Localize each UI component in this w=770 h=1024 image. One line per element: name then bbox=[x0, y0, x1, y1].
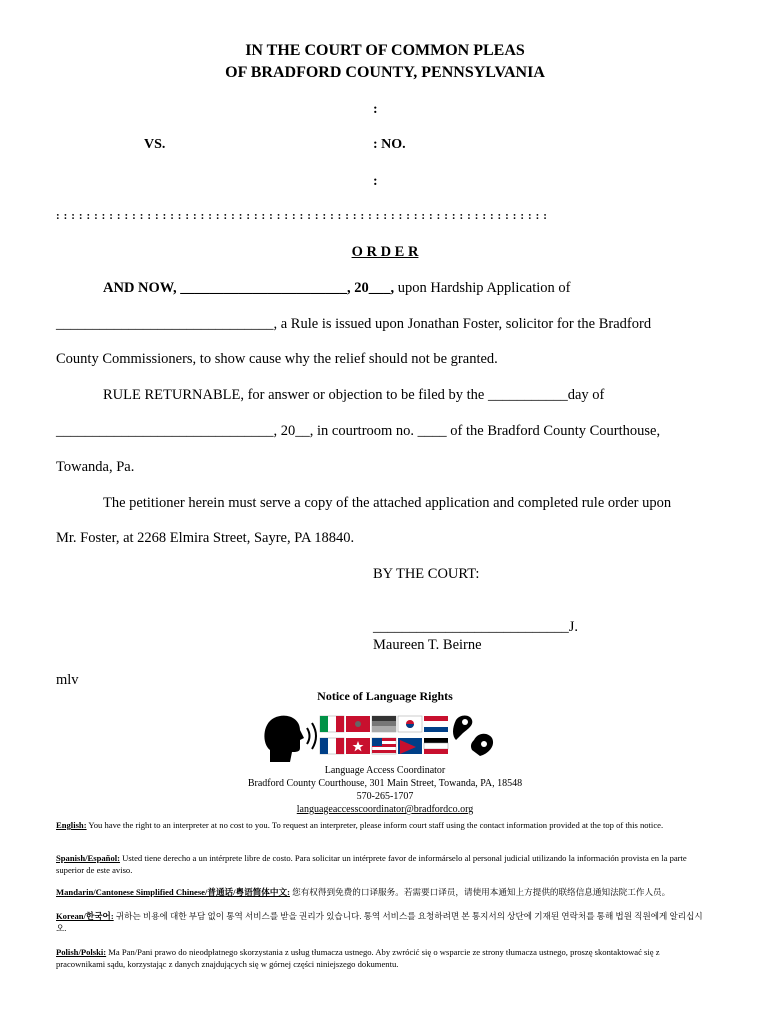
court-title-line1: IN THE COURT OF COMMON PLEAS bbox=[245, 42, 525, 59]
caption-colon-top: : bbox=[373, 102, 378, 117]
notice-korean bbox=[56, 910, 706, 934]
order-para-7: The petitioner herein must serve a copy of the attached application and completed rule order upon bbox=[103, 495, 672, 511]
polish-text: Ma Pan/Pani prawo do nieodpłatnego skorzystania z usług tłumacza ustnego. Aby zwrócić się o wsparcie ze strony tłumacza ustnego, proszę skontaktować się z pracownikami sądu, korzystając z danych znajdujących się w górnej części niniejszego dokumentu. bbox=[56, 947, 660, 969]
speaking-head-icon bbox=[264, 716, 316, 762]
mandarin-label: Mandarin/Cantonese Simplified Chinese/普通话/粤语简体中文: bbox=[56, 887, 290, 897]
notice-mandarin bbox=[56, 886, 706, 898]
order-para-4: RULE RETURNABLE, for answer or objection to be filed by the ___________day of bbox=[103, 387, 605, 403]
notice-title: Notice of Language Rights bbox=[317, 689, 453, 703]
court-title-line2: OF BRADFORD COUNTY, PENNSYLVANIA bbox=[225, 64, 545, 81]
english-label: English: bbox=[56, 820, 87, 830]
caption-separator: : : : : : : : : : : : : : : : : : : : : : : : : : : : : : : : : : : : : : : : : : : : : : : : : : : : : : : : : : : : : : : : : : bbox=[56, 210, 548, 222]
spanish-label: Spanish/Español: bbox=[56, 853, 121, 863]
korean-text: 귀하는 비용에 대한 부담 없이 통역 서비스를 받을 권리가 있습니다. 통역 서비스를 요청하려면 본 통지서의 상단에 기재된 연락처를 통해 법원 직원에게 알리십시오. bbox=[56, 911, 703, 933]
coordinator-email[interactable]: languageaccesscoordinator@bradfordco.org bbox=[296, 804, 474, 815]
order-title: O R D E R bbox=[351, 244, 419, 260]
clerk-initials: mlv bbox=[56, 672, 79, 688]
notice-spanish bbox=[56, 852, 706, 876]
hardship-clause: upon Hardship Application of bbox=[394, 280, 571, 296]
by-the-court: BY THE COURT: bbox=[373, 566, 480, 582]
mandarin-text: 您有权得到免费的口译服务。若需要口译员，请使用本通知上方提供的联络信息通知法院工作人员。 bbox=[289, 887, 671, 897]
flags-row-2-icon bbox=[320, 738, 448, 754]
signature-line: ___________________________J. bbox=[373, 619, 579, 635]
caption-vs: VS. bbox=[144, 137, 166, 152]
coordinator-phone: 570-265-1707 bbox=[356, 791, 414, 802]
and-now-clause: AND NOW, _______________________, 20___, bbox=[103, 280, 395, 296]
flags-row-1-icon bbox=[320, 716, 448, 732]
order-para-2: ______________________________, a Rule is issued upon Jonathan Foster, solicitor for the Bradford bbox=[56, 316, 652, 332]
order-para-3: County Commissioners, to show cause why the relief should not be granted. bbox=[56, 351, 498, 367]
english-text: You have the right to an interpreter at no cost to you. To request an interpreter, please inform court staff using the contact information provided at the top of this notice. bbox=[86, 820, 664, 830]
korean-label: Korean/한국어: bbox=[56, 911, 114, 921]
notice-polish bbox=[56, 946, 706, 970]
notice-english bbox=[56, 819, 706, 831]
polish-label: Polish/Polski: bbox=[56, 947, 107, 957]
order-para-6: Towanda, Pa. bbox=[56, 459, 135, 475]
order-para-1 bbox=[103, 280, 571, 297]
caption-colon-bottom: : bbox=[373, 174, 378, 189]
order-para-5: ______________________________, 20__, in courtroom no. ____ of the Bradford County Courthouse, bbox=[56, 423, 661, 439]
sign-language-hands-icon bbox=[453, 716, 493, 757]
coordinator-title: Language Access Coordinator bbox=[324, 765, 446, 776]
order-para-8: Mr. Foster, at 2268 Elmira Street, Sayre, PA 18840. bbox=[56, 530, 355, 546]
spanish-text: Usted tiene derecho a un intérprete libre de costo. Para solicitar un intérprete favor de informárselo al personal judicial utilizando la información provista en la parte superior de este aviso. bbox=[56, 853, 687, 875]
caption-docket-no: : NO. bbox=[373, 137, 406, 152]
judge-name: Maureen T. Beirne bbox=[373, 637, 482, 653]
language-rights-illustration bbox=[260, 710, 510, 766]
courthouse-address: Bradford County Courthouse, 301 Main Street, Towanda, PA, 18548 bbox=[247, 778, 523, 789]
